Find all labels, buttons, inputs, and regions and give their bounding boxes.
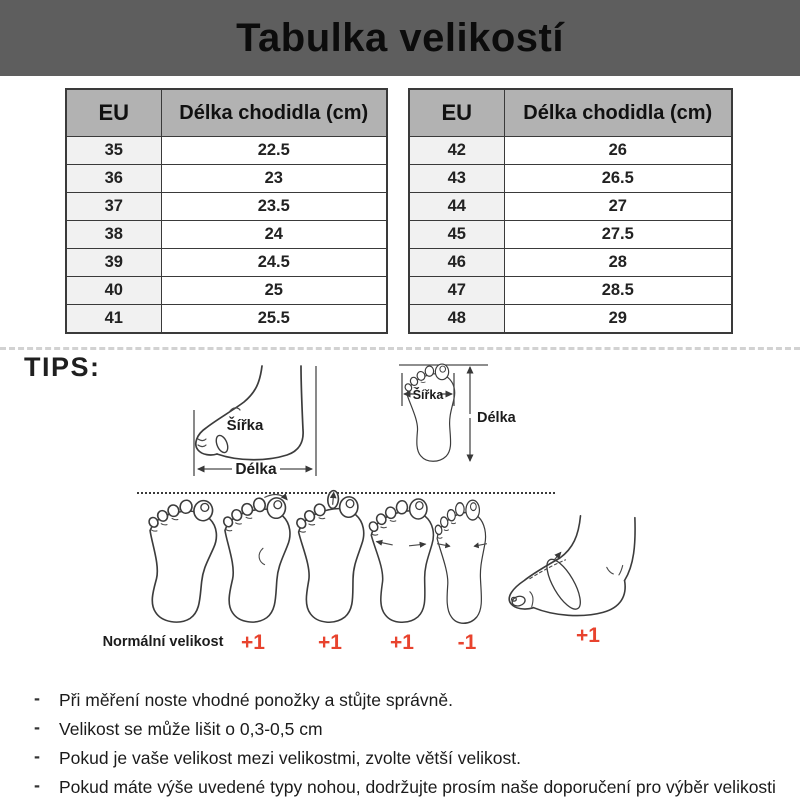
notes-list (34, 690, 784, 800)
eu-size-cell: 37 (66, 193, 161, 221)
size-table-eu-42-48 (408, 88, 733, 334)
table-row (409, 165, 732, 193)
table-row (409, 137, 732, 165)
note-item (34, 719, 784, 740)
foot-length-cell: 29 (504, 305, 732, 334)
foot-type-label-high-instep: +1 (576, 624, 600, 647)
eu-size-cell: 36 (66, 165, 161, 193)
column-header-foot-length: Délka chodidla (cm) (161, 89, 387, 137)
foot-sole-measure-diagram-icon (396, 360, 516, 490)
eu-size-cell: 42 (409, 137, 504, 165)
table-row (409, 193, 732, 221)
width-label: Šířka (412, 388, 444, 402)
note-bullet: - (34, 746, 40, 766)
length-label: Délka (477, 410, 516, 426)
foot-length-cell: 25.5 (161, 305, 387, 334)
foot-type-label-slanted-toes: +1 (241, 631, 265, 654)
eu-size-cell: 48 (409, 305, 504, 334)
foot-length-cell: 23.5 (161, 193, 387, 221)
table-row (409, 277, 732, 305)
eu-size-cell: 46 (409, 249, 504, 277)
note-text: Při měření noste vhodné ponožky a stůjte správně. (59, 690, 453, 710)
table-row (66, 221, 387, 249)
width-label: Šířka (226, 417, 264, 434)
foot-length-cell: 23 (161, 165, 387, 193)
eu-size-cell: 40 (66, 277, 161, 305)
table-row (409, 305, 732, 334)
eu-size-cell: 35 (66, 137, 161, 165)
table-row (409, 221, 732, 249)
table-header-row (409, 89, 732, 137)
foot-length-cell: 28.5 (504, 277, 732, 305)
tips-label: TIPS: (24, 352, 101, 382)
note-bullet: - (34, 717, 40, 737)
column-header-eu: EU (409, 89, 504, 137)
note-text: Pokud máte výše uvedené typy nohou, dodržujte prosím naše doporučení pro výběr velikosti (59, 777, 776, 797)
foot-length-cell: 27.5 (504, 221, 732, 249)
page-title: Tabulka velikostí (236, 15, 564, 60)
foot-length-cell: 24 (161, 221, 387, 249)
table-header-row (66, 89, 387, 137)
table-row (66, 193, 387, 221)
eu-size-cell: 38 (66, 221, 161, 249)
eu-size-cell: 45 (409, 221, 504, 249)
foot-length-cell: 26.5 (504, 165, 732, 193)
column-header-eu: EU (66, 89, 161, 137)
eu-size-cell: 41 (66, 305, 161, 334)
foot-type-label-normal: Normální velikost (102, 634, 224, 650)
eu-size-cell: 43 (409, 165, 504, 193)
foot-length-cell: 28 (504, 249, 732, 277)
title-banner (0, 0, 800, 76)
foot-type-label-long-second-toe: +1 (318, 631, 342, 654)
foot-length-cell: 25 (161, 277, 387, 305)
note-text: Velikost se může lišit o 0,3-0,5 cm (59, 719, 323, 739)
foot-type-label-narrow: -1 (457, 631, 477, 654)
note-bullet: - (34, 688, 40, 708)
table-row (409, 249, 732, 277)
foot-length-cell: 27 (504, 193, 732, 221)
foot-type-label-wide: +1 (390, 631, 414, 654)
eu-size-cell: 47 (409, 277, 504, 305)
note-text: Pokud je vaše velikost mezi velikostmi, zvolte větší velikost. (59, 748, 521, 768)
note-bullet: - (34, 775, 40, 795)
eu-size-cell: 39 (66, 249, 161, 277)
table-row (66, 249, 387, 277)
foot-sole-narrow-icon (430, 492, 494, 628)
table-row (66, 277, 387, 305)
table-row (66, 137, 387, 165)
foot-length-cell: 26 (504, 137, 732, 165)
note-item (34, 777, 784, 798)
foot-high-instep-icon (498, 512, 648, 634)
size-table-eu-35-41 (65, 88, 388, 334)
table-row (66, 305, 387, 334)
column-header-foot-length: Délka chodidla (cm) (504, 89, 732, 137)
length-label: Délka (235, 461, 277, 478)
note-item (34, 690, 784, 711)
eu-size-cell: 44 (409, 193, 504, 221)
note-item (34, 748, 784, 769)
table-row (66, 165, 387, 193)
foot-side-measure-diagram-icon (188, 364, 324, 482)
foot-length-cell: 22.5 (161, 137, 387, 165)
foot-length-cell: 24.5 (161, 249, 387, 277)
dashed-divider (0, 347, 800, 350)
